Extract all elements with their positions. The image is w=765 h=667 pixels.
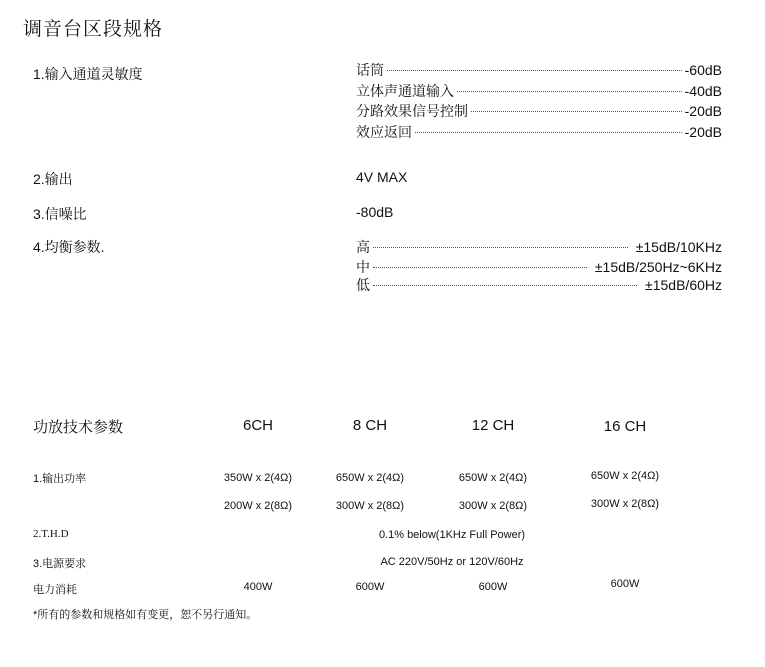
power-4ohm-6ch: 350W x 2(4Ω) bbox=[223, 472, 293, 484]
row-value: ±15dB/10KHz bbox=[635, 239, 722, 255]
amp-title: 功放技术参数 bbox=[33, 419, 124, 436]
snr-label: 3.信噪比 bbox=[33, 206, 87, 222]
leader-dots bbox=[373, 267, 587, 268]
power-label: 1.输出功率 bbox=[33, 473, 87, 485]
sensitivity-row-return bbox=[356, 122, 722, 142]
power-4ohm-16ch: 650W x 2(4Ω) bbox=[590, 470, 660, 482]
consumption-6ch: 400W bbox=[243, 581, 273, 593]
row-key: 话筒 bbox=[356, 62, 384, 78]
row-value: -20dB bbox=[684, 103, 722, 119]
eq-row-mid bbox=[356, 257, 722, 277]
leader-dots bbox=[373, 285, 637, 286]
output-value: 4V MAX bbox=[356, 169, 408, 185]
channel-16ch: 16 CH bbox=[603, 418, 647, 435]
snr-value: -80dB bbox=[356, 204, 394, 220]
supply-label: 3.电源要求 bbox=[33, 558, 87, 570]
leader-dots bbox=[457, 91, 682, 92]
row-value: ±15dB/250Hz~6KHz bbox=[594, 259, 722, 275]
consumption-label: 电力消耗 bbox=[33, 584, 77, 596]
footnote: *所有的参数和规格如有变更，恕不另行通知。 bbox=[33, 609, 258, 621]
sensitivity-row-stereo bbox=[356, 81, 722, 101]
eq-row-low bbox=[356, 275, 722, 295]
leader-dots bbox=[415, 132, 682, 133]
leader-dots bbox=[471, 111, 682, 112]
power-8ohm-16ch: 300W x 2(8Ω) bbox=[590, 498, 660, 510]
thd-label: 2.T.H.D bbox=[33, 528, 69, 540]
leader-dots bbox=[387, 70, 682, 71]
channel-12ch: 12 CH bbox=[471, 417, 515, 434]
input-sensitivity-label: 1.输入通道灵敏度 bbox=[33, 66, 143, 82]
row-key: 效应返回 bbox=[356, 124, 412, 140]
row-value: -20dB bbox=[684, 124, 722, 140]
power-8ohm-12ch: 300W x 2(8Ω) bbox=[458, 500, 528, 512]
power-8ohm-6ch: 200W x 2(8Ω) bbox=[223, 500, 293, 512]
row-value: -40dB bbox=[684, 83, 722, 99]
row-value: ±15dB/60Hz bbox=[645, 277, 722, 293]
consumption-8ch: 600W bbox=[355, 581, 385, 593]
leader-dots bbox=[373, 247, 628, 248]
channel-8ch: 8 CH bbox=[352, 417, 388, 434]
consumption-12ch: 600W bbox=[478, 581, 508, 593]
row-value: -60dB bbox=[684, 62, 722, 78]
power-8ohm-8ch: 300W x 2(8Ω) bbox=[335, 500, 405, 512]
consumption-16ch: 600W bbox=[610, 578, 640, 590]
eq-row-high bbox=[356, 237, 722, 257]
sensitivity-row-mic bbox=[356, 60, 722, 80]
eq-label: 4.均衡参数. bbox=[33, 239, 105, 255]
row-key: 立体声通道输入 bbox=[356, 83, 454, 99]
row-key: 分路效果信号控制 bbox=[356, 103, 468, 119]
power-4ohm-8ch: 650W x 2(4Ω) bbox=[335, 472, 405, 484]
row-key: 中 bbox=[356, 259, 370, 275]
power-4ohm-12ch: 650W x 2(4Ω) bbox=[458, 472, 528, 484]
page-title: 调音台区段规格 bbox=[23, 19, 164, 40]
row-key: 高 bbox=[356, 239, 370, 255]
supply-value: AC 220V/50Hz or 120V/60Hz bbox=[380, 556, 524, 568]
output-label: 2.输出 bbox=[33, 171, 73, 187]
thd-value: 0.1% below(1KHz Full Power) bbox=[378, 529, 526, 541]
channel-6ch: 6CH bbox=[242, 417, 274, 434]
sensitivity-row-aux bbox=[356, 101, 722, 121]
row-key: 低 bbox=[356, 277, 370, 293]
